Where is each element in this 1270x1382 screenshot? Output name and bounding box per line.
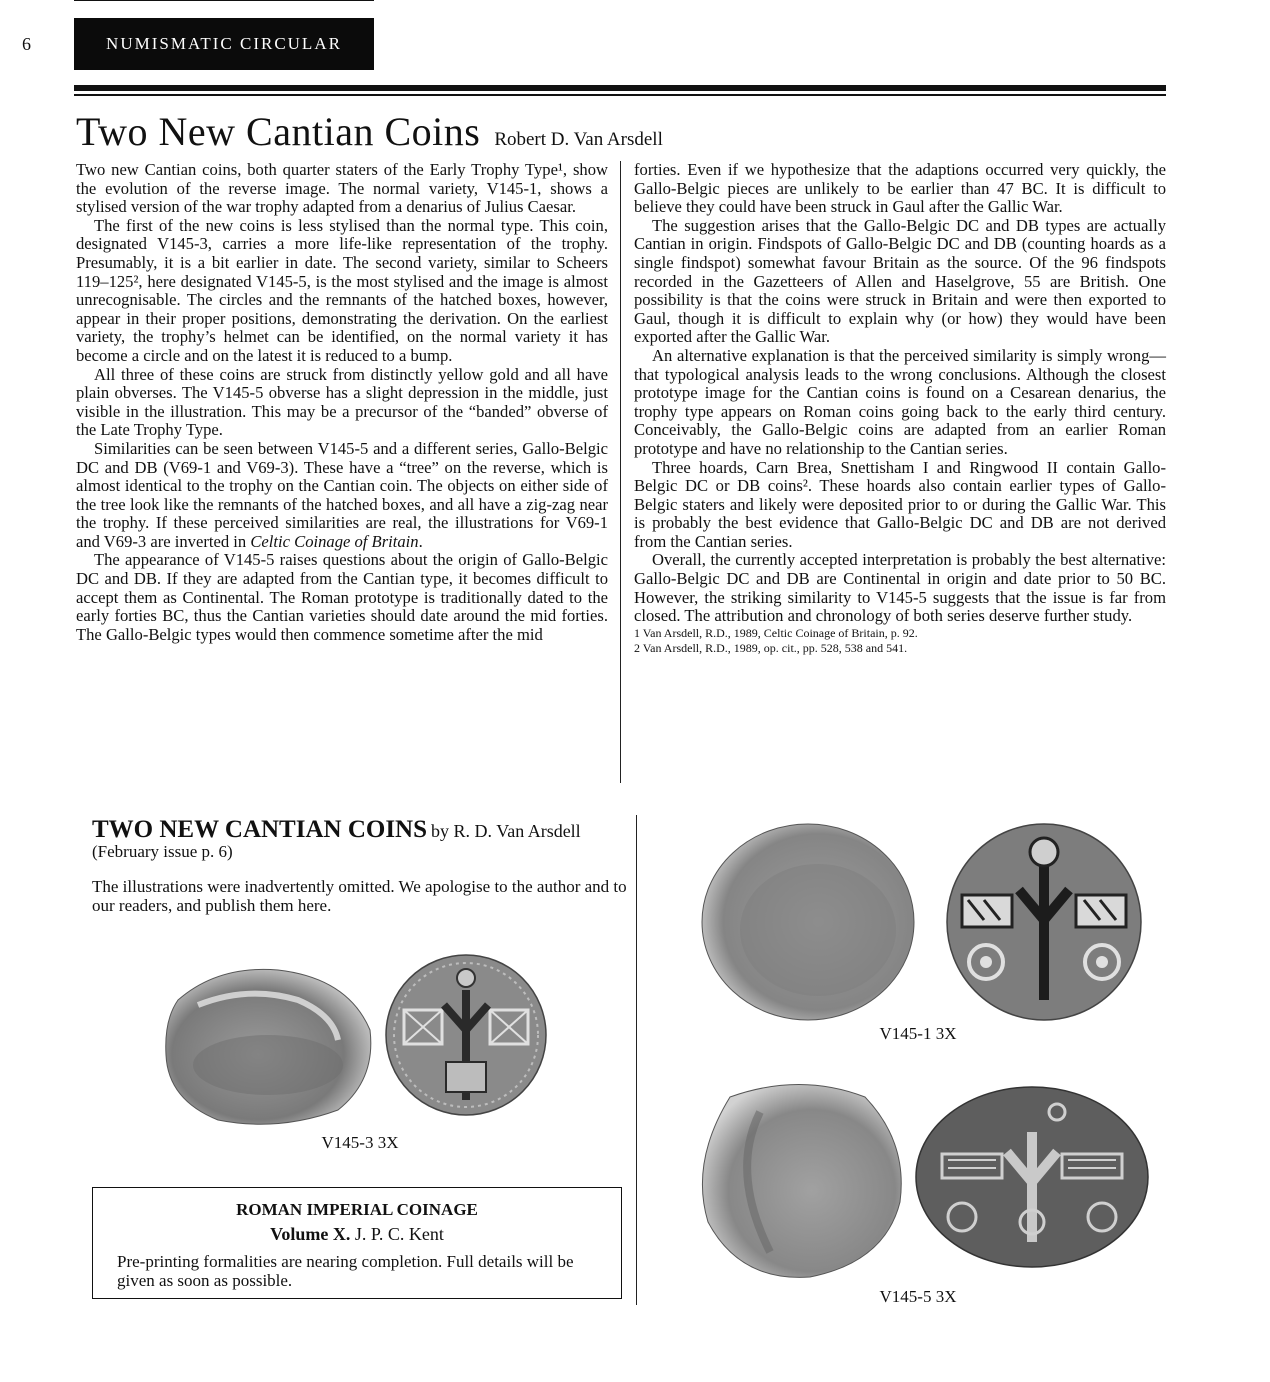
notice-divider bbox=[636, 815, 637, 1305]
ric-announcement-box bbox=[92, 1187, 622, 1299]
ric-editor: J. P. C. Kent bbox=[354, 1224, 444, 1244]
notice-byline: by R. D. Van Arsdell bbox=[431, 821, 581, 841]
footnote: 2 Van Arsdell, R.D., 1989, op. cit., pp. 528, 538 and 541. bbox=[634, 640, 908, 655]
top-hairline bbox=[74, 0, 374, 1]
paragraph: An alternative explanation is that the perceived similarity is simply wrong—that typological analysis leads to the wrong conclusions. Although the closest prototype image for the Cantian coins is found on a Cesarean denarius, the trophy type appears on Roman coins going back to the early third century. Conceivably, the Gallo-Belgic coins are adapted from an earlier Roman prototype and have no relationship to the Cantian series. bbox=[634, 345, 1166, 458]
ric-volume: Volume X. bbox=[270, 1224, 351, 1244]
header-rule-thin bbox=[74, 94, 1166, 96]
article-column-left bbox=[76, 161, 608, 644]
coin-v145-1-reverse bbox=[944, 820, 1144, 1025]
column-divider bbox=[620, 161, 621, 783]
paragraph: All three of these coins are struck from distinctly yellow gold and all have plain obverses. The V145-5 obverse has a slight depression in the middle, just visible in the illustration. This may be a precursor of the “banded” obverse of the Late Trophy Type. bbox=[76, 364, 608, 440]
ric-title: ROMAN IMPERIAL COINAGE bbox=[236, 1200, 478, 1219]
book-title-suffix: . bbox=[418, 531, 423, 551]
header-rule-thick bbox=[74, 85, 1166, 91]
caption-v145-3: V145-3 3X bbox=[321, 1133, 399, 1152]
book-title: Celtic Coinage of Britain bbox=[250, 531, 419, 551]
ric-body: Pre-printing formalities are nearing completion. Full details will be given as soon as possible. bbox=[117, 1252, 574, 1290]
page-number: 6 bbox=[22, 34, 31, 54]
coin-v145-3-obverse bbox=[158, 960, 378, 1130]
paragraph: The suggestion arises that the Gallo-Belgic DC and DB types are actually Cantian in origin. Findspots of Gallo-Belgic DC and DB (counting hoards as a single findspot) somewhat favour Britain as the source. Of the 96 findspots recorded in the Gazetteers of Allen and Haselgrove, 55 are British. One possibility is that the coins were struck in Britain and were then exported to Gaul, though it is difficult to explain why (or how) they would have been exported after the Gallic War. bbox=[634, 215, 1166, 347]
caption-v145-5: V145-5 3X bbox=[879, 1287, 957, 1306]
footnote: 1 Van Arsdell, R.D., 1989, Celtic Coinage of Britain, p. 92. bbox=[634, 625, 918, 640]
notice-title-text: TWO NEW CANTIAN COINS bbox=[92, 816, 428, 843]
paragraph: Two new Cantian coins, both quarter staters of the Early Trophy Type¹, show the evolution of the reverse image. The normal variety, V145-1, shows a stylised version of the war trophy adapted from a denarius of Julius Caesar. bbox=[76, 160, 608, 217]
coin-v145-5-obverse bbox=[690, 1072, 910, 1282]
paragraph: The appearance of V145-5 raises questions about the origin of Gallo-Belgic DC and DB. If they are adapted from the Cantian type, it becomes difficult to accept them as Continental. The Roman prototype is traditionally dated to the early forties BC, thus the Cantian varieties should date around the mid forties. The Gallo-Belgic types would then commence sometime after the mid bbox=[76, 550, 608, 644]
paragraph bbox=[76, 440, 608, 552]
coin-v145-1-obverse bbox=[700, 820, 920, 1025]
notice-title bbox=[92, 816, 632, 844]
article-column-right bbox=[634, 161, 1166, 656]
paragraph: forties. Even if we hypothesize that the adaptions occurred very quickly, the Gallo-Belgic pieces are unlikely to be earlier than 47 BC. It is difficult to believe they could have been struck in Gaul after the Gallic War. bbox=[634, 160, 1166, 217]
publication-masthead: NUMISMATIC CIRCULAR bbox=[74, 18, 374, 70]
paragraph-text: Similarities can be seen between V145-5 and a different series, Gallo-Belgic DC and DB (V69-1 and V69-3). These have a “tree” on the reverse, which is almost identical to the trophy on the Cantian coin. The objects on either side of the tree look like the remnants of the hatched boxes, and all have a zig-zag near the trophy. If these perceived similarities are real, the illustrations for V69-1 and V69-3 are inverted in bbox=[76, 438, 608, 551]
coin-v145-5-reverse bbox=[912, 1082, 1152, 1272]
paragraph: Overall, the currently accepted interpretation is probably the best alternative: Gallo-Belgic DC and DB are Continental in origin and date prior to 50 BC. However, the striking similarity to V145-5 suggests that the issue is far from closed. The attribution and chronology of both series deserve further study. bbox=[634, 550, 1166, 626]
ric-volume-line bbox=[93, 1224, 621, 1245]
caption-v145-1: V145-1 3X bbox=[879, 1024, 957, 1043]
notice-subtitle: (February issue p. 6) bbox=[92, 842, 233, 861]
article-title: Two New Cantian Coins bbox=[76, 109, 481, 154]
paragraph: The first of the new coins is less stylised than the normal type. This coin, designated V145-3, carries a more life-like representation of the trophy. Presumably, it is a bit earlier in date. The second variety, similar to Scheers 119–125², here designated V145-5, is the most stylised and the image is almost unrecognisable. The circles and the remnants of the hatched boxes, however, appear in their proper positions, demonstrating the derivation. On the earliest variety, the trophy’s helmet can be identified, on the normal variety it has become a circle and on the latest it is reduced to a bump. bbox=[76, 215, 608, 365]
article-author: Robert D. Van Arsdell bbox=[494, 129, 663, 150]
article-heading bbox=[76, 108, 1166, 155]
coin-v145-3-reverse bbox=[384, 950, 549, 1120]
paragraph: Three hoards, Carn Brea, Snettisham I and Ringwood II contain Gallo-Belgic DC or DB coins². These hoards also contain earlier types of Gallo-Belgic staters and likely were deposited prior to or during the Gallic War. This is probably the best evidence that Gallo-Belgic DC and DB are not derived from the Cantian series. bbox=[634, 457, 1166, 551]
notice-body: The illustrations were inadvertently omitted. We apologise to the author and to our readers, and publish them here. bbox=[92, 877, 627, 915]
